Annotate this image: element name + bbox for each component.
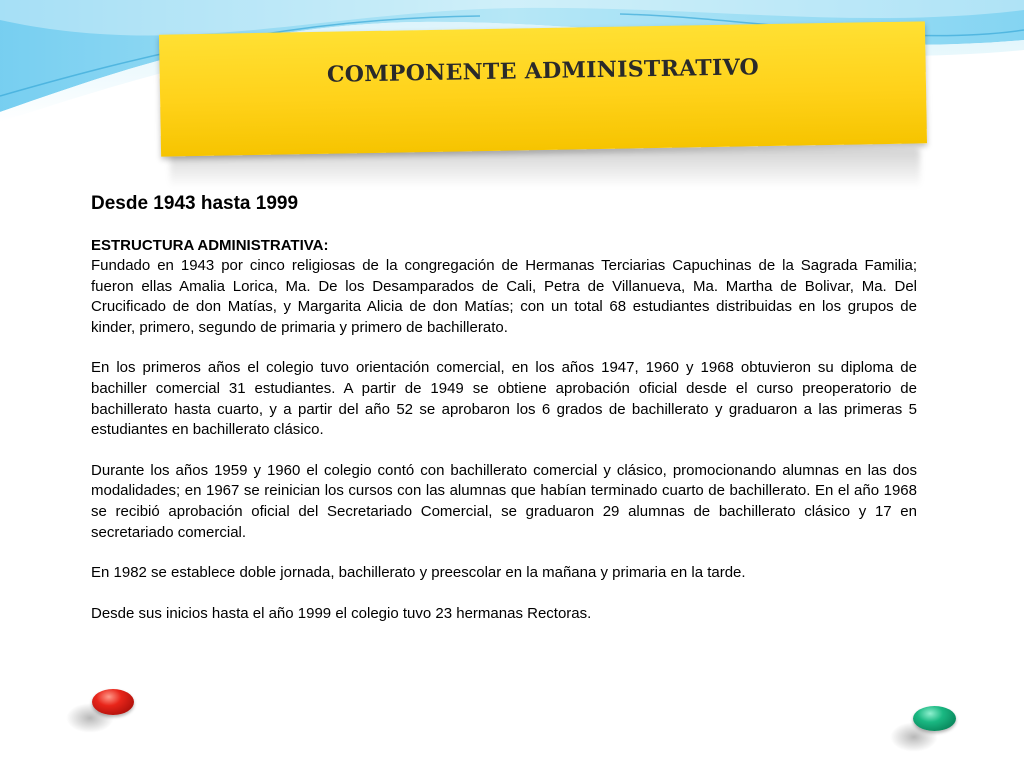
paragraph-1959-1968: Durante los años 1959 y 1960 el colegio contó con bachillerato comercial y clásico, promocionando alumnas en las dos modalidades; en 1967 se reinician los cursos con las alumnas que habían terminado cuarto de bachillerato. En el año 1968 se recibió aprobación oficial del Secretariado Comercial, se graduaron 29 alumnas de bachillerato clásico y 17 en secretariado comercial. (91, 461, 917, 541)
period-heading: Desde 1943 hasta 1999 (91, 193, 299, 214)
paragraph-rectoras: Desde sus inicios hasta el año 1999 el colegio tuvo 23 hermanas Rectoras. (91, 604, 592, 622)
green-orb-button-icon[interactable] (913, 706, 956, 731)
title-banner (159, 21, 927, 156)
paragraph-early-years: En los primeros años el colegio tuvo orientación comercial, en los años 1947, 1960 y 1968 obtuvieron su diploma de bachiller comercial 31 estudiantes. A partir de 1949 se obtiene aprobación oficial desde el curso preoperatorio de bachillerato hasta cuarto, y a partir del año 52 se aprobaron los 6 grados de bachillerato y graduaron a las primeras 5 estudiantes en bachillerato clásico. (91, 359, 917, 439)
paragraph-1982: En 1982 se establece doble jornada, bachillerato y preescolar en la mañana y primaria en la tarde. (91, 564, 746, 582)
section-heading: ESTRUCTURA ADMINISTRATIVA: (91, 237, 329, 254)
red-orb-button-icon[interactable] (92, 689, 134, 715)
slide-content (91, 192, 917, 624)
slide-title: COMPONENTE ADMINISTRATIVO (326, 54, 760, 88)
paragraph-founding: Fundado en 1943 por cinco religiosas de la congregación de Hermanas Terciarias Capuchinas de la Sagrada Familia; fueron ellas Amalia Lorica, Ma. De los Desamparados de Cali, Petra de Villanueva, Ma. Martha de Bolivar, Ma. Del Crucificado de don Matías, y Margarita Alicia de don Matías; con un total 68 estudiantes distribuidas en los grupos de kinder, primero, segundo de primaria y primero de bachillerato. (91, 257, 917, 336)
